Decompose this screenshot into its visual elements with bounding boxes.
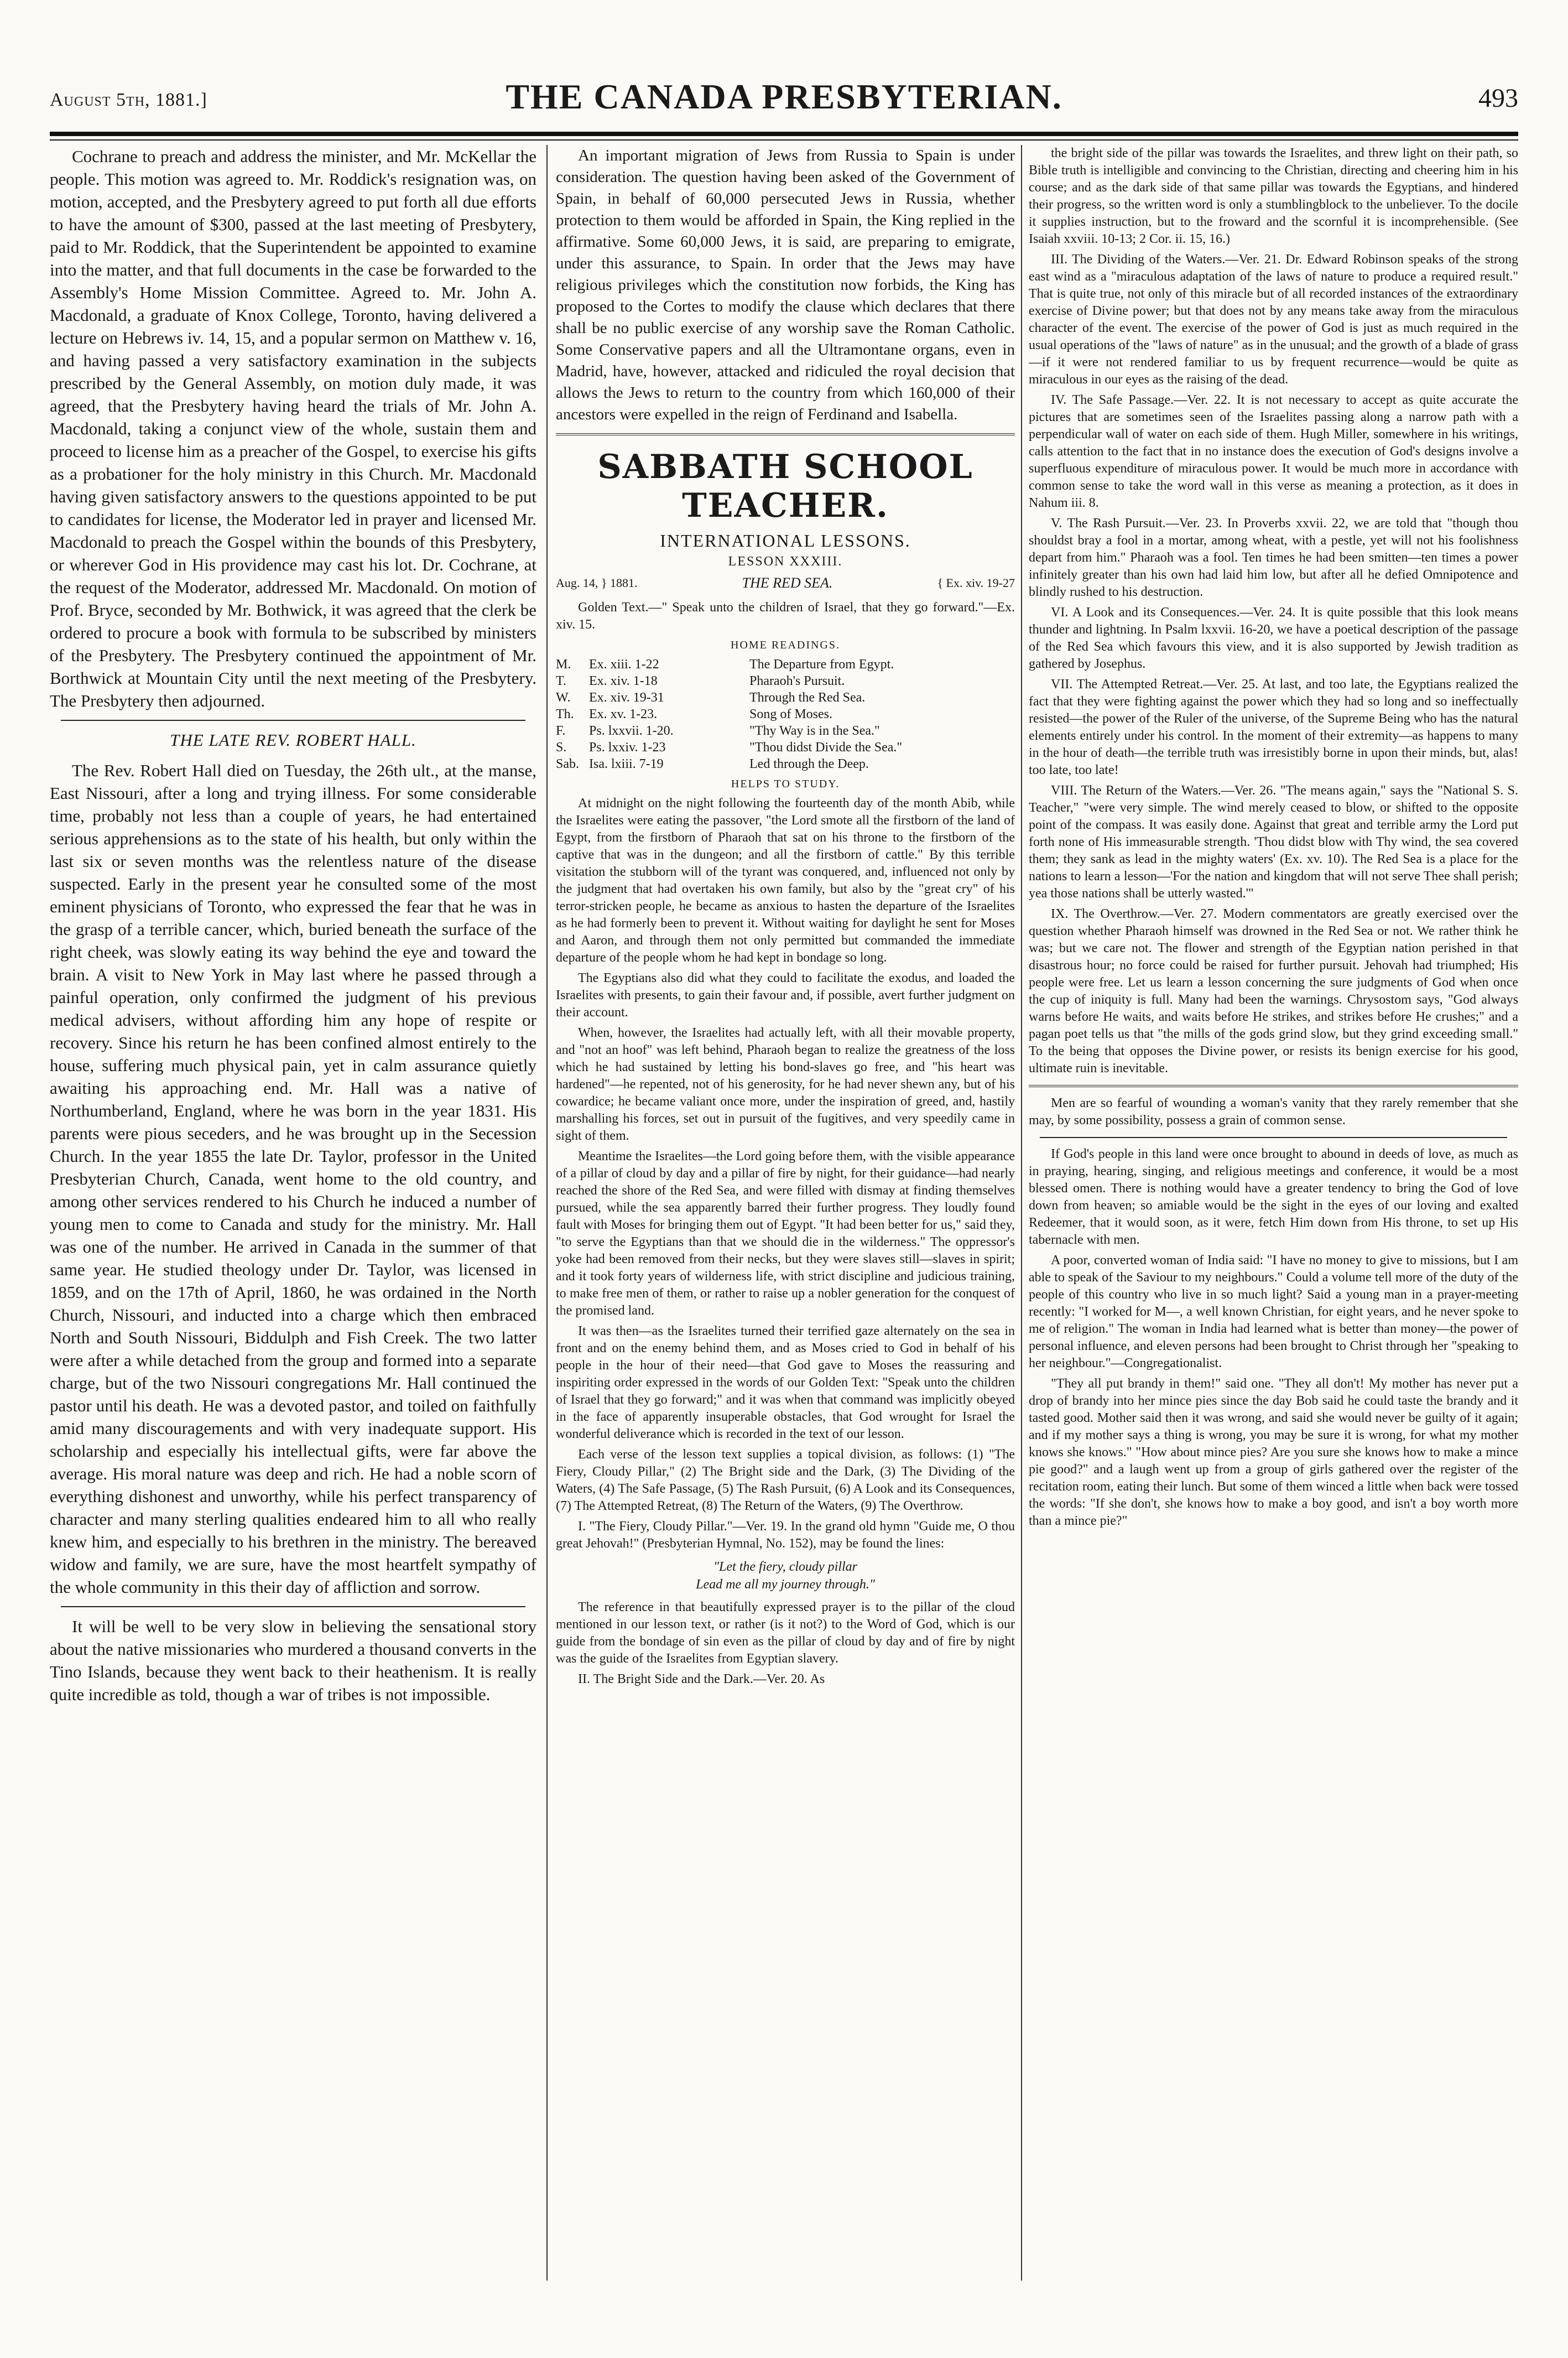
golden-text: Golden Text.—" Speak unto the children of Israel, that they go forward."—Ex. xiv. 15. bbox=[556, 600, 1015, 632]
lesson-division: III. The Dividing of the Waters.—Ver. 21. Dr. Edward Robinson speaks of the strong east wind as a "miraculous adaptation of the laws of nature to produce a required result." That is quite true, not only of this miracle but of all recorded instances of the extraordinary exercise of Divine power; but that does not by any means take away from the miraculous character of the event. The exercise of the power of God is just as much required in the usual operations of the "laws of nature" as in the unusual; and the growth of a blade of grass—if it were not rendered familiar to us by frequent recurrence—would be quite as miraculous in our eyes as the raising of the dead. bbox=[1029, 252, 1518, 387]
india-woman-note: A poor, converted woman of India said: "I have no money to give to missions, but I am able to speak of the Saviour to my neighbours." Could a volume tell more of the duty of the people of this country who live in so much light? Said a young man in a prayer-meeting recently: "I worked for M—, a well known Christian, for eight years, and he never spoke to me of religion." The woman in India had learned what is better than money—the power of personal influence, and eleven persons had been brought to Christ through her "speaking to her neighbour."—Congregationalist. bbox=[1029, 1253, 1518, 1370]
helps-paragraph: When, however, the Israelites had actually left, with all their movable property, and "not an hoof" was left behind, Pharaoh began to realize the greatness of the loss which he had sustained by letting his bond-slaves go free, and "his heart was hardened"—he repented, not of his generosity, for he had never shewn any, but of his cowardice; he became valiant once more, under the inspiration of greed, and, hastily marshalling his forces, set out in pursuit of the fugitives, and very speedily came in sight of them. bbox=[556, 1026, 1015, 1143]
page-header bbox=[50, 72, 1518, 133]
lesson-date: Aug. 14, } 1881. bbox=[556, 576, 638, 590]
lesson-info-line bbox=[556, 575, 1015, 591]
column-1 bbox=[50, 145, 536, 2314]
header-rule-thin bbox=[50, 139, 1518, 141]
helps-paragraph: The Egyptians also did what they could to facilitate the exodus, and loaded the Israelites with presents, to gain their favour and, if possible, avert further judgment on their account. bbox=[556, 971, 1015, 1020]
hymn-verse bbox=[556, 1558, 1015, 1593]
gods-people-note: If God's people in this land were once brought to abound in deeds of love, as much as in praying, hearing, singing, and religious meetings and conference, it would be a most blessed omen. There is nothing would have a greater tendency to bring the God of love down from heaven; so amiable would be the sight in the eyes of our loving and exalted Redeemer, that it would soon, as it were, fetch Him down from His throne, to set up His tabernacle with men. bbox=[1029, 1147, 1518, 1247]
lesson-title: THE RED SEA. bbox=[742, 575, 833, 591]
reading-row: M. Ex. xiii. 1-22 The Departure from Egypt. bbox=[556, 657, 894, 672]
helps-paragraph: II. The Bright Side and the Dark.—Ver. 20. As bbox=[578, 1672, 825, 1686]
section-divider bbox=[61, 1606, 525, 1607]
header-rule-thick bbox=[50, 132, 1518, 136]
vanity-note: Men are so fearful of wounding a woman's vanity that they rarely remember that she may, by some possibility, possess a grain of common sense. bbox=[1029, 1096, 1518, 1128]
lesson-division: VIII. The Return of the Waters.—Ver. 26. "The means again," says the "National S. S. Teacher," "were very simple. The wind merely ceased to blow, or shifted to the opposite point of the compass. It was easily done. Against that great and terrible army the Lord put forth none of His immeasurable strength. 'Thou didst blow with Thy wind, the sea covered them; they sank as lead in the mighty waters' (Ex. xv. 10). The Red Sea is a place for the nations to learn a lesson—'For the nation and kingdom that will not serve Thee shall perish; yea those nations shall be utterly wasted.'" bbox=[1029, 783, 1518, 901]
lesson-division: V. The Rash Pursuit.—Ver. 23. In Proverbs xxvii. 22, we are told that "though thou shouldst bray a fool in a mortar, among wheat, with a pestle, yet will not his foolishness depart from him." Pharaoh was a fool. Ten times he had been smitten—ten times a power infinitely greater than his own had laid him low, but after all he defied Omnipotence and blindly rushed to his destruction. bbox=[1029, 516, 1518, 599]
section-divider bbox=[61, 720, 525, 721]
jews-migration-article: An important migration of Jews from Russia to Spain is under consideration. The question having been asked of the Government of Spain, in behalf of 60,000 persecuted Jews in Russia, whether protection to them would be afforded in Spain, the King replied in the affirmative. Some 60,000 Jews, it is said, are preparing to emigrate, under this assurance, to Spain. In order that the Jews may have religious privileges which the constitution now forbids, the King has proposed to the Cortes to modify the clause which declares that there shall be no public exercise of any worship save the Roman Catholic. Some Conservative papers and all the Ultramontane organs, even in Madrid, have, however, attacked and ridiculed the royal decision that allows the Jews to return to the country from which 160,000 of their ancestors were expelled in the reign of Ferdinand and Isabella. bbox=[556, 147, 1015, 423]
obituary-title: THE LATE REV. ROBERT HALL. bbox=[170, 730, 416, 750]
lesson-division: IV. The Safe Passage.—Ver. 22. It is not necessary to accept as quite accurate the pictures that are sometimes seen of the Israelites passing along a narrow path with a perpendicular wall of water on each side of them. Hugh Miller, somewhere in his writings, calls attention to the fact that in no instance does the execution of God's designs involve a superfluous expenditure of miraculous power. It would be much more in accordance with common sense to take the word wall in this verse as meaning a protection, as it does in Nahum iii. 8. bbox=[1029, 393, 1518, 510]
reading-row: W. Ex. xiv. 19-31 Through the Red Sea. bbox=[556, 690, 866, 705]
helps-paragraph: Each verse of the lesson text supplies a topical division, as follows: (1) "The Fiery, Cloudy Pillar," (2) The Bright side and the Dark, (3) The Dividing of the Waters, (4) The Safe Passage, (5) The Rash Pursuit, (6) A Look and its Consequences, (7) The Attempted Retreat, (8) The Return of the Waters, (9) The Overthrow. bbox=[556, 1447, 1015, 1513]
helps-paragraph: At midnight on the night following the fourteenth day of the month Abib, while the Israelites were eating the passover, "the Lord smote all the firstborn of the land of Egypt, from the firstborn of Pharaoh that sat on his throne to the firstborn of the captive that was in the dungeon; and all the firstborn of cattle." By this terrible visitation the stubborn will of the tyrant was conquered, and, influenced not only by the judgment that had overtaken his own family, but also by the "great cry" of his terror-stricken people, he became as anxious to hasten the departure of the Israelites as he had formerly been to prevent it. Without waiting for daylight he sent for Moses and Aaron, and through them not only permitted but commanded the immediate departure of the people whom he had kept in bondage so long. bbox=[556, 796, 1015, 965]
column-3 bbox=[1029, 145, 1518, 2314]
reading-row: Th. Ex. xv. 1-23. Song of Moses. bbox=[556, 707, 833, 721]
sabbath-school-banner: SABBATH SCHOOL TEACHER. bbox=[597, 448, 973, 525]
hymn-line-1: "Let the fiery, cloudy pillar bbox=[713, 1560, 858, 1574]
brandy-note: "They all put brandy in them!" said one. "They all don't! My mother has never put a drop of brandy into her mince pies since the day Bob said he could taste the brandy and it tasted good. Mother said then it was wrong, and said she would never be guilty of it again; and if my mother says a thing is wrong, you may be sure it is wrong, for what my mother knows she knows." "How about mince pies? Are you sure she knows how to make a mince pie good?" and a laugh went up from a group of girls gathered over the register of the recitation room, eating their lunch. But some of them winced a little when back were tossed the words: "If she don't, she knows how to make a boy good, and isn't a boy worth more than a mince pie?" bbox=[1029, 1377, 1518, 1528]
reading-row: Sab. Isa. lxiii. 7-19 Led through the Deep. bbox=[556, 757, 869, 771]
presbytery-report: Cochrane to preach and address the minister, and Mr. McKellar the people. This motion was agreed to. Mr. Roddick's resignation was, on motion, accepted, and the Presbytery agreed to put forth all due efforts to have the amount of $300, passed at the last meeting of Presbytery, paid to Mr. Roddick, that the Superintendent be appointed to examine into the matter, and that full documents in the case be forwarded to the Assembly's Home Mission Committee. Agreed to. Mr. John A. Macdonald, a graduate of Knox College, Toronto, having delivered a lecture on Hebrews iv. 14, 15, and a popular sermon on Matthew v. 16, and having passed a very satisfactory examination in the subjects prescribed by the General Assembly, on motion duly made, it was agreed, that the Presbytery having heard the trials of Mr. John A. Macdonald, taking a conjunct view of the whole, sustain them and proceed to license him as a preacher of the Gospel, to exercise his gifts as a probationer for the holy ministry in this Church. Mr. Macdonald having given satisfactory answers to the questions appointed to be put to candidates for license, the Moderator led in prayer and licensed Mr. Macdonald to preach the Gospel within the bounds of this Presbytery, or wherever God in His providence may cast his lot. Dr. Cochrane, at the request of the Moderator, addressed Mr. Macdonald. On motion of Prof. Bryce, seconded by Mr. Bothwick, it was agreed that the clerk be ordered to procure a book with formula to be subscribed by ministers of the Presbytery. The Presbytery continued the appointment of Mr. Borthwick at Mountain City until the next meeting of the Presbytery. The Presbytery then adjourned. bbox=[50, 147, 536, 710]
reading-row: T. Ex. xiv. 1-18 Pharaoh's Pursuit. bbox=[556, 674, 845, 688]
issue-date: August 5th, 1881.] bbox=[50, 90, 207, 110]
helps-paragraph: The reference in that beautifully expressed prayer is to the pillar of the cloud mentioned in our lesson text, or rather (is it not?) to the Word of God, which is our guide from the bondage of sin even as the pillar of cloud by day and of fire by night was the guide of the Israelites from Egyptian slavery. bbox=[556, 1600, 1015, 1666]
lesson-division: VII. The Attempted Retreat.—Ver. 25. At last, and too late, the Egyptians realized the fact that they were fighting against the power which they had so long and so ineffectually resisted—the power of the Ruler of the universe, of the Supreme Being who has the natural elements entirely under his control. In the moment of their extremity—as happens to many in the hour of death—the terrible truth was irresistibly borne in upon their minds, but, alas! too late, too late! bbox=[1029, 677, 1518, 777]
home-readings-list bbox=[556, 656, 1015, 772]
lesson-division: IX. The Overthrow.—Ver. 27. Modern commentators are greatly exercised over the question whether Pharaoh himself was drowned in the Red Sea or not. We rather think he was; but we care not. The flower and strength of the Egyptian nation perished in that disastrous hour; no force could be raised for further pursuit. Jehovah had triumphed; His people were free. Let us learn a lesson concerning the sure judgments of God when once the cup of iniquity is full. Many had been the warnings. Chrysostom says, "God always warns before He waits, and waits before He strikes, and strikes before He crushes;" and a pagan poet tells us that "the mills of the gods grind slow, but they grind exceeding small." To the being that opposes the Divine power, or resists its benign exercise for his good, ultimate ruin is inevitable. bbox=[1029, 907, 1518, 1076]
reading-row: F. Ps. lxxvii. 1-20. "Thy Way is in the Sea." bbox=[556, 724, 880, 738]
helps-heading: HELPS TO STUDY. bbox=[731, 778, 840, 790]
lesson-division: VI. A Look and its Consequences.—Ver. 24. It is quite possible that this look means thunder and lightning. In Psalm lxxvii. 16-20, we have a poetical description of the passage of the Red Sea which favours this view, and it is also supported by Jewish tradition as gathered by Josephus. bbox=[1029, 605, 1518, 671]
helps-paragraph: Meantime the Israelites—the Lord going before them, with the visible appearance of a pillar of cloud by day and a pillar of fire by night, for their guidance—had nearly reached the shore of the Red Sea, and were filled with dismay at finding themselves pursued, while the sea apparently barred their further progress. They loudly found fault with Moses for bringing them out of Egypt. "It had been better for us," said they, "to serve the Egyptians than that we should die in the wilderness." The oppressor's yoke had been removed from their necks, but they were slaves still—slaves in spirit; and it took forty years of wilderness life, with strict discipline and judicious training, to make free men of them, or rather to raise up a nobler generation for the conquest of the promised land. bbox=[556, 1149, 1015, 1318]
home-readings-heading: HOME READINGS. bbox=[731, 639, 840, 651]
section-divider bbox=[1029, 1085, 1518, 1087]
international-lessons-heading: INTERNATIONAL LESSONS. bbox=[660, 531, 911, 550]
column-divider-1 bbox=[546, 145, 548, 2281]
column-2 bbox=[556, 145, 1015, 2314]
section-divider bbox=[556, 433, 1015, 435]
lesson-number: LESSON XXXIII. bbox=[728, 554, 843, 569]
obituary-text: The Rev. Robert Hall died on Tuesday, the 26th ult., at the manse, East Nissouri, after a long and trying illness. For some considerable time, probably not less than a couple of years, he had entertained serious apprehensions as to the state of his health, but only within the last six or seven months was the relentless nature of the disease suspected. Early in the present year he consulted some of the most eminent physicians of Toronto, who expressed the fear that he was in the grasp of a terrible cancer, which, buried beneath the surface of the right cheek, was slowly eating its way behind the eye and toward the brain. A visit to New York in May last where he passed through a painful operation, only confirmed the judgment of his previous medical advisers, without affording him any hope of respite or recovery. Since his return he has been confined almost entirely to the house, suffering much physical pain, yet in calm assurance quietly awaiting his approaching end. Mr. Hall was a native of Northumberland, England, where he was born in the year 1831. His parents were pious seceders, and he was brought up in the Secession Church. In the year 1855 the late Dr. Taylor, professor in the United Presbyterian Church, Canada, went home to the old country, and among other services rendered to his Church he induced a number of young men to come to Canada and study for the ministry. Mr. Hall was one of the number. He arrived in Canada in the summer of that same year. He studied theology under Dr. Taylor, was licensed in 1859, and on the 17th of April, 1860, he was ordained in the North Church, Nissouri, and inducted into a charge which then embraced North and South Nissouri, Biddulph and Fish Creek. The two latter were after a while detached from the group and formed into a separate charge, but of the two Nissouri congregations Mr. Hall continued the pastor until his death. He was a devoted pastor, and toiled on faithfully amid many discouragements and with very inadequate support. His scholarship and especially his intellectual gifts, were far above the average. His moral nature was deep and rich. He had a noble scorn of everything dishonest and unworthy, while his perfect transparency of character and many sterling qualities endeared him to all who really knew him, and especially to his brethren in the ministry. The bereaved widow and family, we are sure, have the most heartfelt sympathy of the whole community in this their day of affliction and sorrow. bbox=[50, 761, 536, 1597]
hymn-line-2: Lead me all my journey through." bbox=[696, 1577, 875, 1592]
page-number: 493 bbox=[1478, 84, 1518, 113]
lesson-reference: { Ex. xiv. 19-27 bbox=[937, 576, 1015, 590]
lesson-division: the bright side of the pillar was towards the Israelites, and threw light on their path, so Bible truth is intelligible and convincing to the Christian, directing and cheering him in his course; and as the dark side of that same pillar was towards the Egyptians, and hindered their progress, so the written word is only a stumblingblock to the unbeliever. To the docile it supplies instruction, but to the froward and the scornful it is incomprehensible. (See Isaiah xxviii. 10-13; 2 Cor. ii. 15, 16.) bbox=[1029, 146, 1518, 246]
masthead-title: THE CANADA PRESBYTERIAN. bbox=[506, 77, 1062, 116]
section-divider bbox=[1040, 1137, 1507, 1138]
column-divider-2 bbox=[1021, 145, 1022, 2281]
tino-islands-note: It will be well to be very slow in believing the sensational story about the native missionaries who murdered a thousand converts in the Tino Islands, because they went back to their heathenism. It is really quite incredible as told, though a war of tribes is not impossible. bbox=[50, 1617, 536, 1704]
helps-paragraph: It was then—as the Israelites turned their terrified gaze alternately on the sea in front and on the enemy behind them, and as Moses cried to God in behalf of his people in the hour of their need—that God gave to Moses the reassuring and inspiriting order expressed in the words of our Golden Text: "Speak unto the children of Israel that they go forward;" and it was when that command was implicitly obeyed in the face of apparently insuperable obstacles, that God wrought for Israel the wonderful deliverance which is recorded in the text of our lesson. bbox=[556, 1324, 1015, 1441]
helps-paragraph: I. "The Fiery, Cloudy Pillar."—Ver. 19. In the grand old hymn "Guide me, O thou great Jehovah!" (Presbyterian Hymnal, No. 152), may be found the lines: bbox=[556, 1519, 1015, 1551]
reading-row: S. Ps. lxxiv. 1-23 "Thou didst Divide the Sea." bbox=[556, 740, 903, 755]
